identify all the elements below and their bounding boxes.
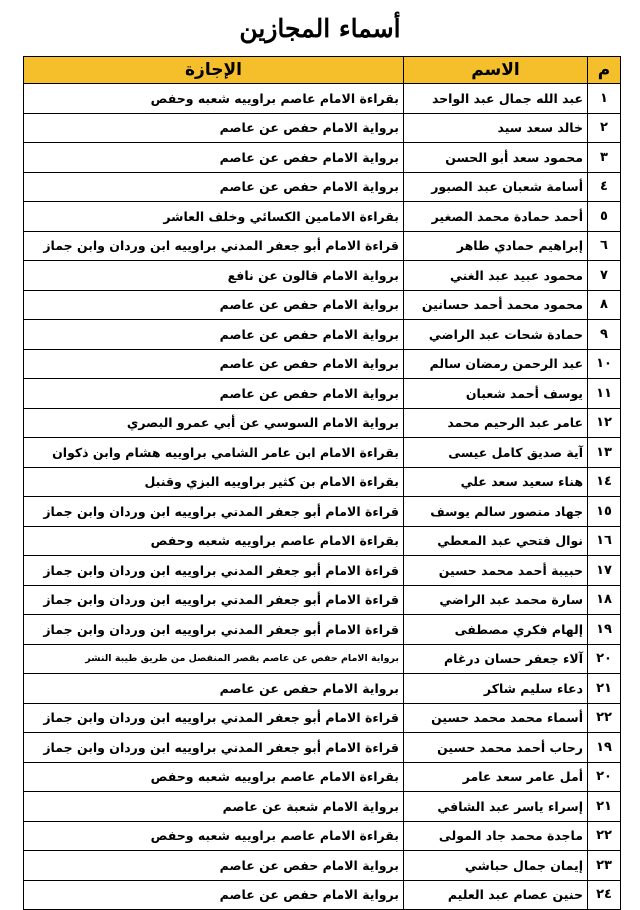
table-row (24, 231, 621, 261)
header-number: م (588, 57, 621, 84)
row-name-cell: آية صديق كامل عيسى (404, 438, 588, 468)
table-row (24, 172, 621, 202)
row-name-cell: عبد الرحمن رمضان سالم (404, 349, 588, 379)
row-license-cell: بقراءة الامام عاصم براوييه شعبه وحفص (24, 84, 404, 114)
row-number-cell: ١ (588, 84, 621, 114)
row-name-cell: هناء سعيد سعد علي (404, 467, 588, 497)
table-header-row (24, 57, 621, 84)
row-license-cell: قراءة الامام أبو جعفر المدني براوييه ابن وردان وابن جماز (24, 703, 404, 733)
header-license: الإجازة (24, 57, 404, 84)
row-name-cell: أسماء محمد محمد حسين (404, 703, 588, 733)
row-license-cell: بقراءة الامام بن كثير براوييه البزي وقنبل (24, 467, 404, 497)
row-number-cell: ٢١ (588, 792, 621, 822)
row-number-cell: ٢٢ (588, 821, 621, 851)
row-license-cell: برواية الامام حفص عن عاصم (24, 172, 404, 202)
row-license-cell: قراءة الامام أبو جعفر المدني براوييه ابن وردان وابن جماز (24, 231, 404, 261)
row-license-cell: قراءة الامام أبو جعفر المدني براوييه ابن وردان وابن جماز (24, 615, 404, 645)
table-row (24, 733, 621, 763)
row-number-cell: ١١ (588, 379, 621, 409)
row-number-cell: ١٠ (588, 349, 621, 379)
row-name-cell: نوال فتحي عبد المعطي (404, 526, 588, 556)
row-number-cell: ٢٤ (588, 880, 621, 910)
table-row (24, 585, 621, 615)
row-number-cell: ١٩ (588, 733, 621, 763)
row-name-cell: إيمان جمال حباشي (404, 851, 588, 881)
table-row (24, 84, 621, 114)
row-license-cell: برواية الامام حفص عن عاصم (24, 674, 404, 704)
row-name-cell: أسامة شعبان عبد الصبور (404, 172, 588, 202)
row-name-cell: محمود محمد أحمد حسانين (404, 290, 588, 320)
table-row (24, 143, 621, 173)
row-number-cell: ٣ (588, 143, 621, 173)
table-row (24, 674, 621, 704)
row-name-cell: عبد الله جمال عبد الواحد (404, 84, 588, 114)
row-number-cell: ٢ (588, 113, 621, 143)
row-license-cell: قراءة الامام أبو جعفر المدني براوييه ابن وردان وابن جماز (24, 556, 404, 586)
row-license-cell: برواية الامام حفص عن عاصم (24, 320, 404, 350)
row-license-cell: برواية الامام حفص عن عاصم (24, 349, 404, 379)
row-number-cell: ٢٠ (588, 644, 621, 674)
table-row (24, 467, 621, 497)
row-license-cell: برواية الامام حفص عن عاصم (24, 851, 404, 881)
row-number-cell: ٧ (588, 261, 621, 291)
row-number-cell: ١٩ (588, 615, 621, 645)
table-row (24, 379, 621, 409)
table-row (24, 556, 621, 586)
row-number-cell: ١٥ (588, 497, 621, 527)
row-name-cell: حبيبة أحمد محمد حسين (404, 556, 588, 586)
row-number-cell: ١٤ (588, 467, 621, 497)
row-name-cell: محمود عبيد عبد الغني (404, 261, 588, 291)
licensees-table (23, 56, 621, 910)
page-title: أسماء المجازين (239, 14, 401, 43)
row-number-cell: ٢٢ (588, 703, 621, 733)
row-name-cell: محمود سعد أبو الحسن (404, 143, 588, 173)
row-number-cell: ٢١ (588, 674, 621, 704)
row-number-cell: ٩ (588, 320, 621, 350)
row-number-cell: ١٨ (588, 585, 621, 615)
row-number-cell: ١٢ (588, 408, 621, 438)
table-row (24, 792, 621, 822)
table-row (24, 113, 621, 143)
row-number-cell: ١٧ (588, 556, 621, 586)
table-row (24, 261, 621, 291)
row-number-cell: ٥ (588, 202, 621, 232)
row-name-cell: إسراء ياسر عبد الشافي (404, 792, 588, 822)
row-license-cell: برواية الامام حفص عن عاصم بقصر المنفصل من طريق طيبة النشر (24, 644, 404, 674)
row-license-cell: برواية الامام حفص عن عاصم (24, 143, 404, 173)
table-row (24, 851, 621, 881)
table-row (24, 703, 621, 733)
row-name-cell: يوسف أحمد شعبان (404, 379, 588, 409)
row-name-cell: إبراهيم حمادي طاهر (404, 231, 588, 261)
row-name-cell: أحمد حمادة محمد الصغير (404, 202, 588, 232)
row-license-cell: قراءة الامام أبو جعفر المدني براوييه ابن وردان وابن جماز (24, 585, 404, 615)
table-row (24, 202, 621, 232)
row-name-cell: رحاب أحمد محمد حسين (404, 733, 588, 763)
row-number-cell: ١٣ (588, 438, 621, 468)
row-license-cell: برواية الامام حفص عن عاصم (24, 379, 404, 409)
row-name-cell: أمل عامر سعد عامر (404, 762, 588, 792)
row-number-cell: ٤ (588, 172, 621, 202)
table-row (24, 615, 621, 645)
row-license-cell: بقراءة الامام عاصم براوييه شعبه وحفص (24, 762, 404, 792)
row-number-cell: ١٦ (588, 526, 621, 556)
row-license-cell: بقراءة الامام عاصم براوييه شعبه وحفص (24, 526, 404, 556)
row-name-cell: ماجدة محمد جاد المولى (404, 821, 588, 851)
row-name-cell: دعاء سليم شاكر (404, 674, 588, 704)
row-license-cell: برواية الامام السوسي عن أبي عمرو البصري (24, 408, 404, 438)
row-name-cell: إلهام فكري مصطفى (404, 615, 588, 645)
row-license-cell: برواية الامام حفص عن عاصم (24, 880, 404, 910)
table-row (24, 438, 621, 468)
row-number-cell: ٨ (588, 290, 621, 320)
row-license-cell: قراءة الامام أبو جعفر المدني براوييه ابن وردان وابن جماز (24, 733, 404, 763)
row-license-cell: بقراءة الامام ابن عامر الشامي براوييه هشام وابن ذكوان (24, 438, 404, 468)
table-row (24, 880, 621, 910)
row-license-cell: برواية الامام شعبة عن عاصم (24, 792, 404, 822)
row-number-cell: ٢٣ (588, 851, 621, 881)
row-name-cell: آلاء جعفر حسان درغام (404, 644, 588, 674)
row-name-cell: سارة محمد عبد الراضي (404, 585, 588, 615)
table-row (24, 290, 621, 320)
row-name-cell: حمادة شحات عبد الراضي (404, 320, 588, 350)
row-license-cell: قراءة الامام أبو جعفر المدني براوييه ابن وردان وابن جماز (24, 497, 404, 527)
row-license-cell: برواية الامام حفص عن عاصم (24, 290, 404, 320)
row-name-cell: حنين عصام عبد العليم (404, 880, 588, 910)
row-license-cell: بقراءة الامام عاصم براوييه شعبه وحفص (24, 821, 404, 851)
row-name-cell: جهاد منصور سالم يوسف (404, 497, 588, 527)
row-license-cell: برواية الامام حفص عن عاصم (24, 113, 404, 143)
row-number-cell: ٢٠ (588, 762, 621, 792)
table-row (24, 762, 621, 792)
row-name-cell: خالد سعد سيد (404, 113, 588, 143)
table-row (24, 821, 621, 851)
table-row (24, 526, 621, 556)
table-row (24, 644, 621, 674)
table-row (24, 408, 621, 438)
row-license-cell: بقراءة الامامين الكسائي وخلف العاشر (24, 202, 404, 232)
table-row (24, 497, 621, 527)
row-number-cell: ٦ (588, 231, 621, 261)
row-license-cell: برواية الامام قالون عن نافع (24, 261, 404, 291)
header-name: الاسم (404, 57, 588, 84)
row-name-cell: عامر عبد الرحيم محمد (404, 408, 588, 438)
table-row (24, 349, 621, 379)
table-row (24, 320, 621, 350)
